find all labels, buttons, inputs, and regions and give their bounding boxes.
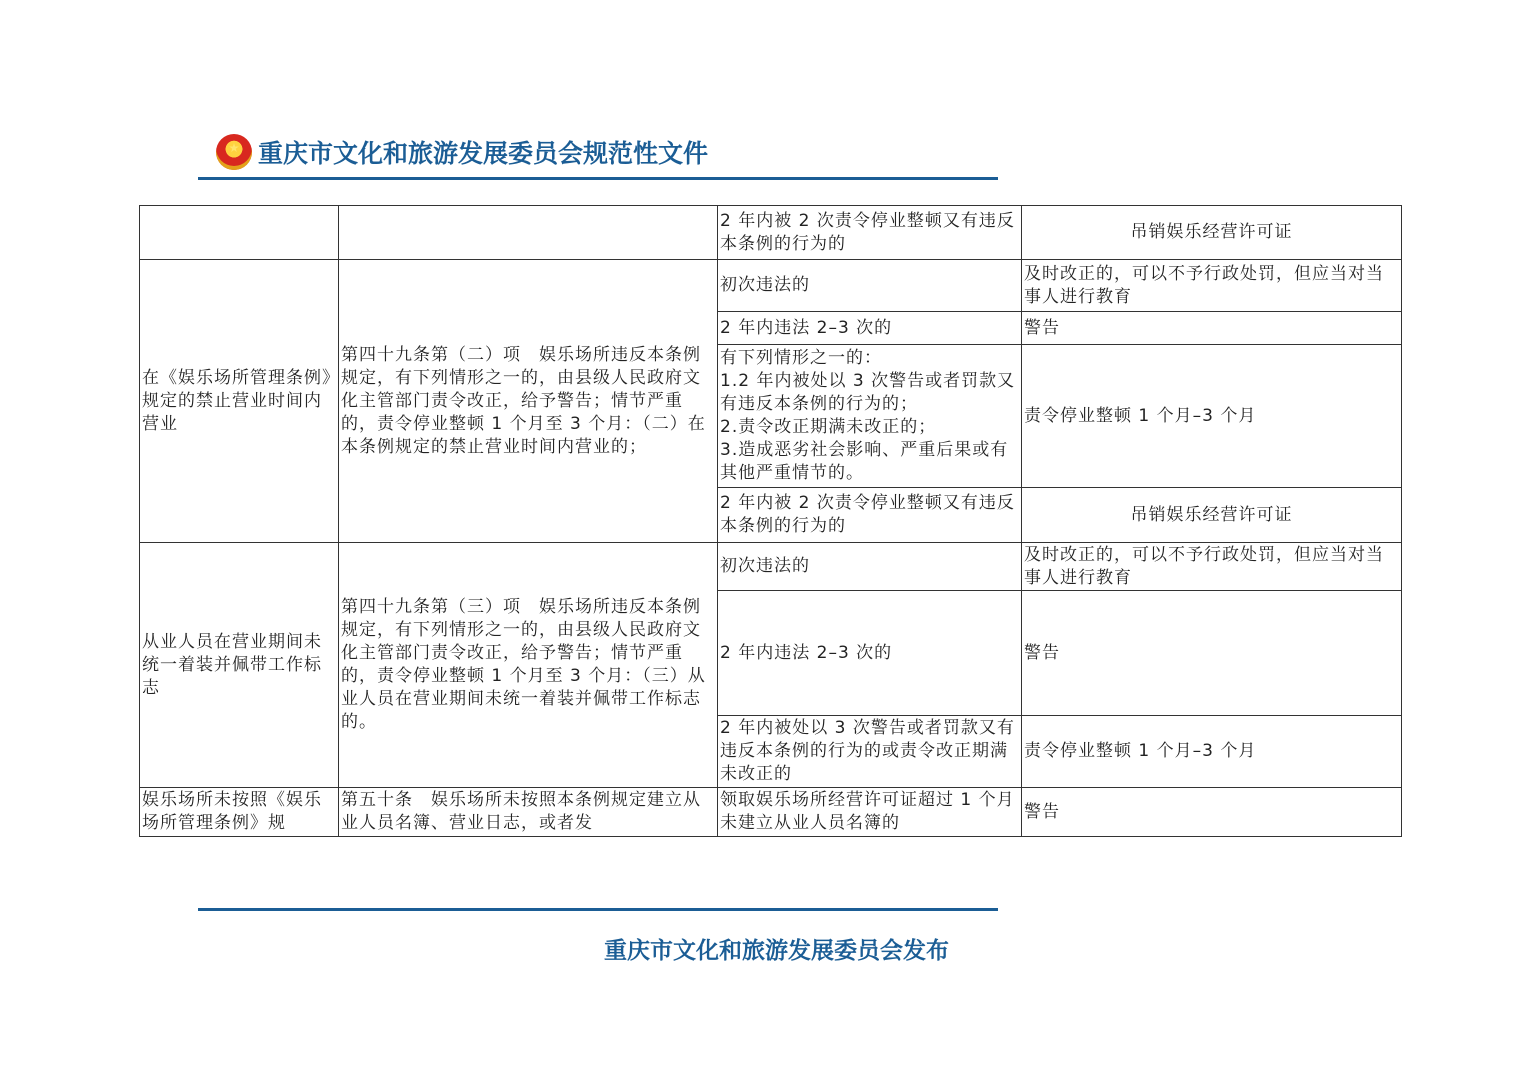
condition-cell: 有下列情形之一的： 1.2 年内被处以 3 次警告或者罚款又有违反本条例的行为的； 2.责令改正期满未改正的； 3.造成恶劣社会影响、严重后果或有其他严重情节的。 [718,345,1022,488]
condition-cell: 领取娱乐场所经营许可证超过 1 个月未建立从业人员名簿的 [718,788,1022,837]
basis-cell-empty [339,206,718,260]
national-emblem-icon [216,134,252,170]
condition-cell: 初次违法的 [718,543,1022,591]
penalty-cell: 吊销娱乐经营许可证 [1022,488,1402,543]
footer-rule [198,908,998,911]
penalty-cell: 及时改正的，可以不予行政处罚，但应当对当事人进行教育 [1022,543,1402,591]
page-title: 重庆市文化和旅游发展委员会规范性文件 [258,139,709,168]
item-cell-empty [140,206,339,260]
header-rule [198,177,998,180]
condition-cell: 2 年内违法 2–3 次的 [718,312,1022,345]
table-row [140,206,1402,260]
penalty-cell: 及时改正的，可以不予行政处罚，但应当对当事人进行教育 [1022,260,1402,312]
condition-cell: 2 年内被处以 3 次警告或者罚款又有违反本条例的行为的或责令改正期满未改正的 [718,716,1022,788]
item-cell: 从业人员在营业期间未统一着装并佩带工作标志 [140,543,339,788]
penalty-cell: 警告 [1022,591,1402,716]
item-cell: 娱乐场所未按照《娱乐场所管理条例》规 [140,788,339,837]
penalty-cell: 警告 [1022,788,1402,837]
table-row [140,260,1402,312]
basis-cell: 第五十条 娱乐场所未按照本条例规定建立从业人员名簿、营业日志，或者发 [339,788,718,837]
document-header [216,132,708,172]
penalty-table [139,205,1402,837]
condition-cell: 初次违法的 [718,260,1022,312]
basis-cell: 第四十九条第（二）项 娱乐场所违反本条例规定，有下列情形之一的，由县级人民政府文化主管部门责令改正，给予警告；情节严重的，责令停业整顿 1 个月至 3 个月：（二）在本条例规定的禁止营业时间内营业的； [339,260,718,543]
penalty-cell: 警告 [1022,312,1402,345]
condition-cell: 2 年内被 2 次责令停业整顿又有违反本条例的行为的 [718,488,1022,543]
basis-cell: 第四十九条第（三）项 娱乐场所违反本条例规定，有下列情形之一的，由县级人民政府文化主管部门责令改正，给予警告；情节严重的，责令停业整顿 1 个月至 3 个月：（三）从业人员在营业期间未统一着装并佩带工作标志的。 [339,543,718,788]
condition-cell: 2 年内违法 2–3 次的 [718,591,1022,716]
condition-cell: 2 年内被 2 次责令停业整顿又有违反本条例的行为的 [718,206,1022,260]
penalty-cell: 责令停业整顿 1 个月–3 个月 [1022,345,1402,488]
item-cell: 在《娱乐场所管理条例》规定的禁止营业时间内营业 [140,260,339,543]
publisher-footer: 重庆市文化和旅游发展委员会发布 [604,937,949,964]
penalty-cell: 责令停业整顿 1 个月–3 个月 [1022,716,1402,788]
penalty-cell: 吊销娱乐经营许可证 [1022,206,1402,260]
table-row [140,788,1402,837]
table-row [140,543,1402,591]
